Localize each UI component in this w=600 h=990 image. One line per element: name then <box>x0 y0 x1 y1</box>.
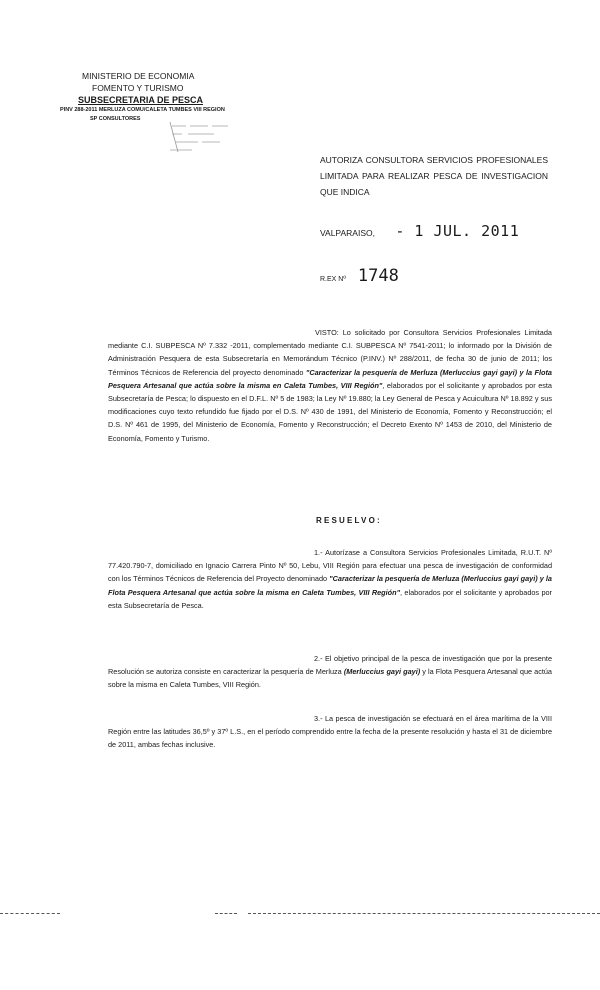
ministry-line1: MINISTERIO DE ECONOMIA <box>82 71 195 81</box>
item-1-text-b: , elaborados por el solicitante y aprobados por esta Subsecretaría de Pesca. <box>108 587 552 610</box>
item-1-text-a: Limitada, R.U.T. Nº 77.420.790-7, domiciliado en Ignacio Carrera Pinto Nº 50, Lebu, VIII Región para efectuar una pesca de investigación de conformidad con los Términos Técnicos de Referencia del Proyecto denominado <box>108 548 552 584</box>
item-1-lead: 1.- Autorízase a Consultora Servicios Profesionales <box>314 548 486 557</box>
item-2-paragraph <box>108 652 552 692</box>
visto-text-a: Lo solicitado por Consultora Servicios Profesionales Limitada mediante C.I. SUBPESCA Nº 7.332 -2011, complementado mediante C.I. SUBPESCA Nº 7541-2011; lo informado por la División de Administración Pesquera de esta Subsecretaría en Memorándum Técnico (P.INV.) Nº 288/2011, de fecha 30 de junio de 2011; los Términos Técnicos de Referencia del proyecto denominado <box>108 328 552 377</box>
item-2-text-b: y la Flota Pesquera Artesanal que actúa sobre la misma en Caleta Tumbes, VIII Región. <box>108 667 552 690</box>
reference-line2: SP CONSULTORES <box>90 116 141 122</box>
place-label: VALPARAISO, <box>320 228 375 238</box>
visto-lead: VISTO: <box>315 328 339 337</box>
subsecretaria-title: SUBSECRETARIA DE PESCA <box>78 95 204 105</box>
item-2-lead: 2.- El objetivo principal de la pesca de <box>314 654 441 663</box>
ministry-line2: FOMENTO Y TURISMO <box>92 83 184 93</box>
resolution-number: 1748 <box>357 266 399 286</box>
bottom-rule-mid <box>215 913 237 914</box>
official-stamp-icon <box>168 120 240 154</box>
letterhead <box>60 70 290 124</box>
item-1-paragraph <box>108 546 552 612</box>
place-date <box>320 222 560 240</box>
reference-code: PINV 288-2011 MERLUZA COMU/CALETA TUMBES VIII REGION <box>60 107 225 113</box>
resuelvo-heading: RESUELVO: <box>316 516 382 525</box>
resolution-number-label: R.EX Nº <box>320 276 346 283</box>
item-2-species: (Merluccius gayi gayi) <box>343 667 421 677</box>
resolution-number-line <box>320 266 520 286</box>
item-1-project-title: "Caracterizar la pesquería de Merluza (Merluccius gayi gayi) y la Flota Pesquera Artesanal que actúa sobre la misma en Caleta Tumbes, VIII Región" <box>108 574 552 597</box>
resolution-subject: AUTORIZA CONSULTORA SERVICIOS PROFESIONALES LIMITADA PARA REALIZAR PESCA DE INVESTIGACION QUE INDICA <box>320 155 548 197</box>
visto-project-title: "Caracterizar la pesquería de Merluza (Merluccius gayi gayi) y la Flota Pesquera Artesanal que actúa sobre la misma en Caleta Tumbes, VIII Región" <box>108 367 552 390</box>
bottom-rule-left <box>0 913 60 914</box>
date-stamp: - 1 JUL. 2011 <box>395 222 520 240</box>
visto-paragraph <box>108 326 552 445</box>
bottom-rule-right <box>248 913 600 914</box>
visto-text-b: , elaborados por el solicitante y aprobados por esta Subsecretaría de Pesca; lo dispuesto en el D.F.L. Nº 5 de 1983; la Ley Nº 19.880; la Ley General de Pesca y Acuicultura Nº 18.892 y sus modificaciones cuyo texto refundido fue fijado por el D.S. Nº 430 de 1991, del Ministerio de Economía, Fomento y Reconstrucción; el D.S. Nº 461 de 1995, del Ministerio de Economía, Fomento y Reconstrucción; el Decreto Exento Nº 1453 de 2010, del Ministerio de Economía, Fomento y Turismo. <box>108 380 552 443</box>
item-3-text: área marítima de la VIII Región entre las latitudes 36,5º y 37º L.S., en el período comprendido entre la fecha de la presente resolución y hasta el 31 de diciembre de 2011, ambas fechas inclusive. <box>108 714 552 750</box>
item-3-paragraph <box>108 712 552 752</box>
item-3-lead: 3.- La pesca de investigación se efectuará en el <box>314 714 472 723</box>
item-2-text-a: investigación que por la presente Resolución se autoriza consiste en caracterizar la pesquería de Merluza <box>108 654 552 677</box>
